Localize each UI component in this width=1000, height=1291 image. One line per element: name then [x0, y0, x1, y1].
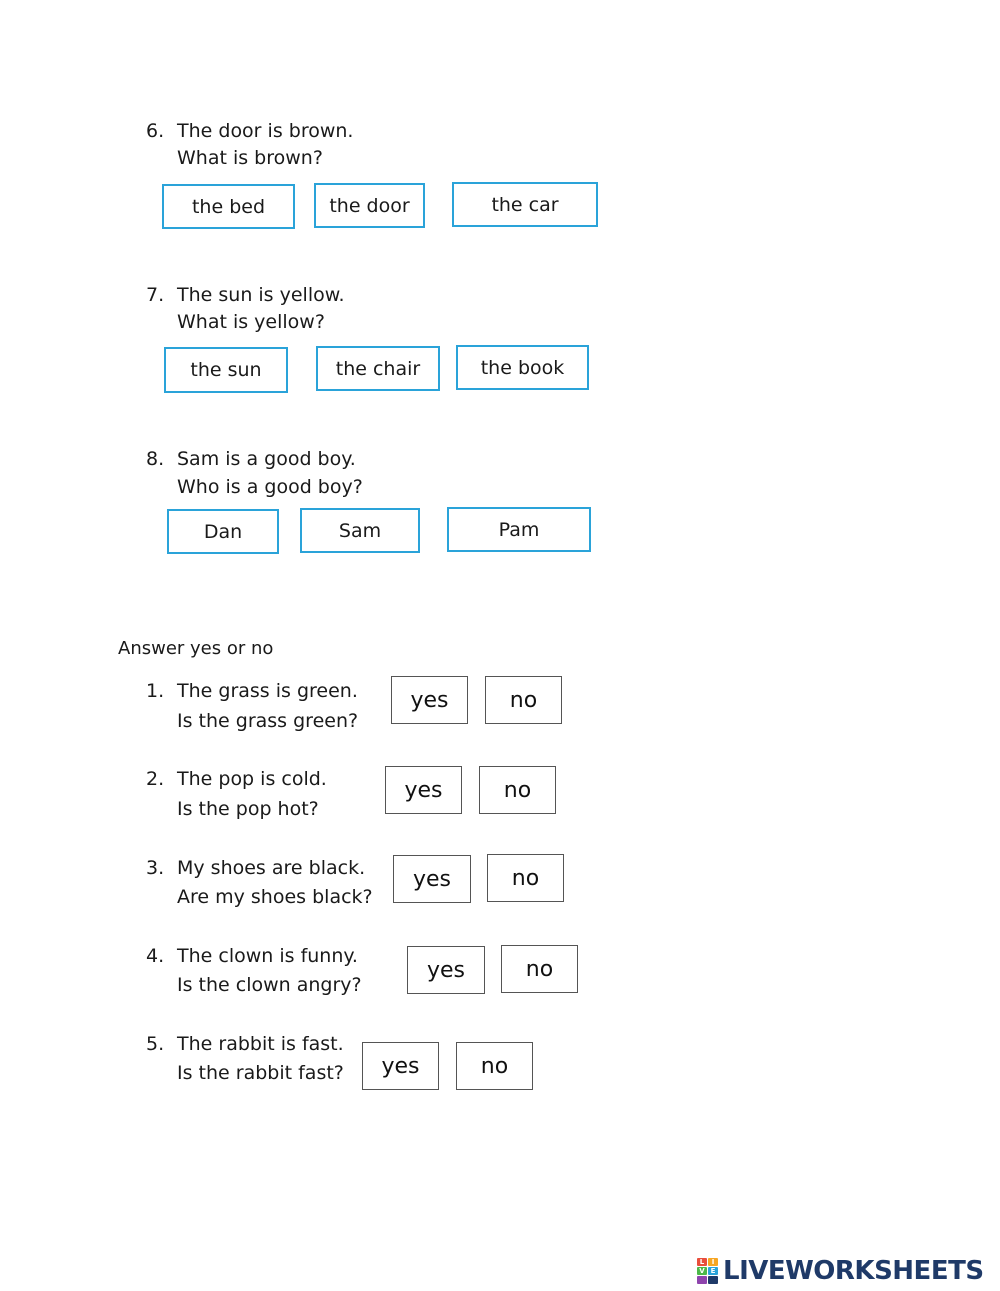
yes-button[interactable]: yes: [362, 1042, 439, 1090]
section-heading: Answer yes or no: [118, 638, 274, 659]
question-prompt: Who is a good boy?: [177, 476, 363, 498]
question-prompt: Is the clown angry?: [177, 974, 362, 996]
question-statement: The pop is cold.: [177, 768, 327, 790]
question-number: 1.: [146, 680, 165, 702]
question-number: 7.: [146, 284, 165, 306]
question-statement: The grass is green.: [177, 680, 358, 702]
no-button[interactable]: no: [485, 676, 562, 724]
yes-button[interactable]: yes: [407, 946, 485, 994]
answer-option[interactable]: Dan: [167, 509, 279, 554]
question-statement: The clown is funny.: [177, 945, 358, 967]
question-number: 4.: [146, 945, 165, 967]
question-number: 3.: [146, 857, 165, 879]
answer-option[interactable]: the bed: [162, 184, 295, 229]
question-number: 2.: [146, 768, 165, 790]
logo-text: LIVEWORKSHEETS: [723, 1256, 984, 1286]
logo-block: L: [697, 1258, 707, 1266]
question-prompt: Are my shoes black?: [177, 886, 373, 908]
answer-option[interactable]: the sun: [164, 347, 288, 393]
question-prompt: Is the grass green?: [177, 710, 359, 732]
no-button[interactable]: no: [501, 945, 578, 993]
no-button[interactable]: no: [456, 1042, 533, 1090]
logo-block: I: [708, 1258, 718, 1266]
logo-block: V: [697, 1267, 707, 1275]
liveworksheets-logo: [697, 1256, 984, 1286]
yes-button[interactable]: yes: [385, 766, 462, 814]
question-statement: Sam is a good boy.: [177, 448, 356, 470]
logo-block-plain: [708, 1276, 718, 1284]
question-number: 8.: [146, 448, 165, 470]
question-statement: My shoes are black.: [177, 857, 366, 879]
question-statement: The door is brown.: [177, 120, 354, 142]
no-button[interactable]: no: [487, 854, 564, 902]
question-prompt: What is yellow?: [177, 311, 325, 333]
question-statement: The sun is yellow.: [177, 284, 345, 306]
answer-option[interactable]: the door: [314, 183, 425, 228]
question-number: 6.: [146, 120, 165, 142]
question-statement: The rabbit is fast.: [177, 1033, 344, 1055]
answer-option[interactable]: the book: [456, 345, 589, 390]
question-prompt: What is brown?: [177, 147, 323, 169]
logo-blocks-icon: [697, 1258, 719, 1285]
logo-block: E: [708, 1267, 718, 1275]
answer-option[interactable]: Sam: [300, 508, 420, 553]
logo-block-plain: [697, 1276, 707, 1284]
question-prompt: Is the pop hot?: [177, 798, 319, 820]
yes-button[interactable]: yes: [393, 855, 471, 903]
no-button[interactable]: no: [479, 766, 556, 814]
answer-option[interactable]: the car: [452, 182, 598, 227]
yes-button[interactable]: yes: [391, 676, 468, 724]
question-number: 5.: [146, 1033, 165, 1055]
answer-option[interactable]: the chair: [316, 346, 440, 391]
question-prompt: Is the rabbit fast?: [177, 1062, 344, 1084]
answer-option[interactable]: Pam: [447, 507, 591, 552]
